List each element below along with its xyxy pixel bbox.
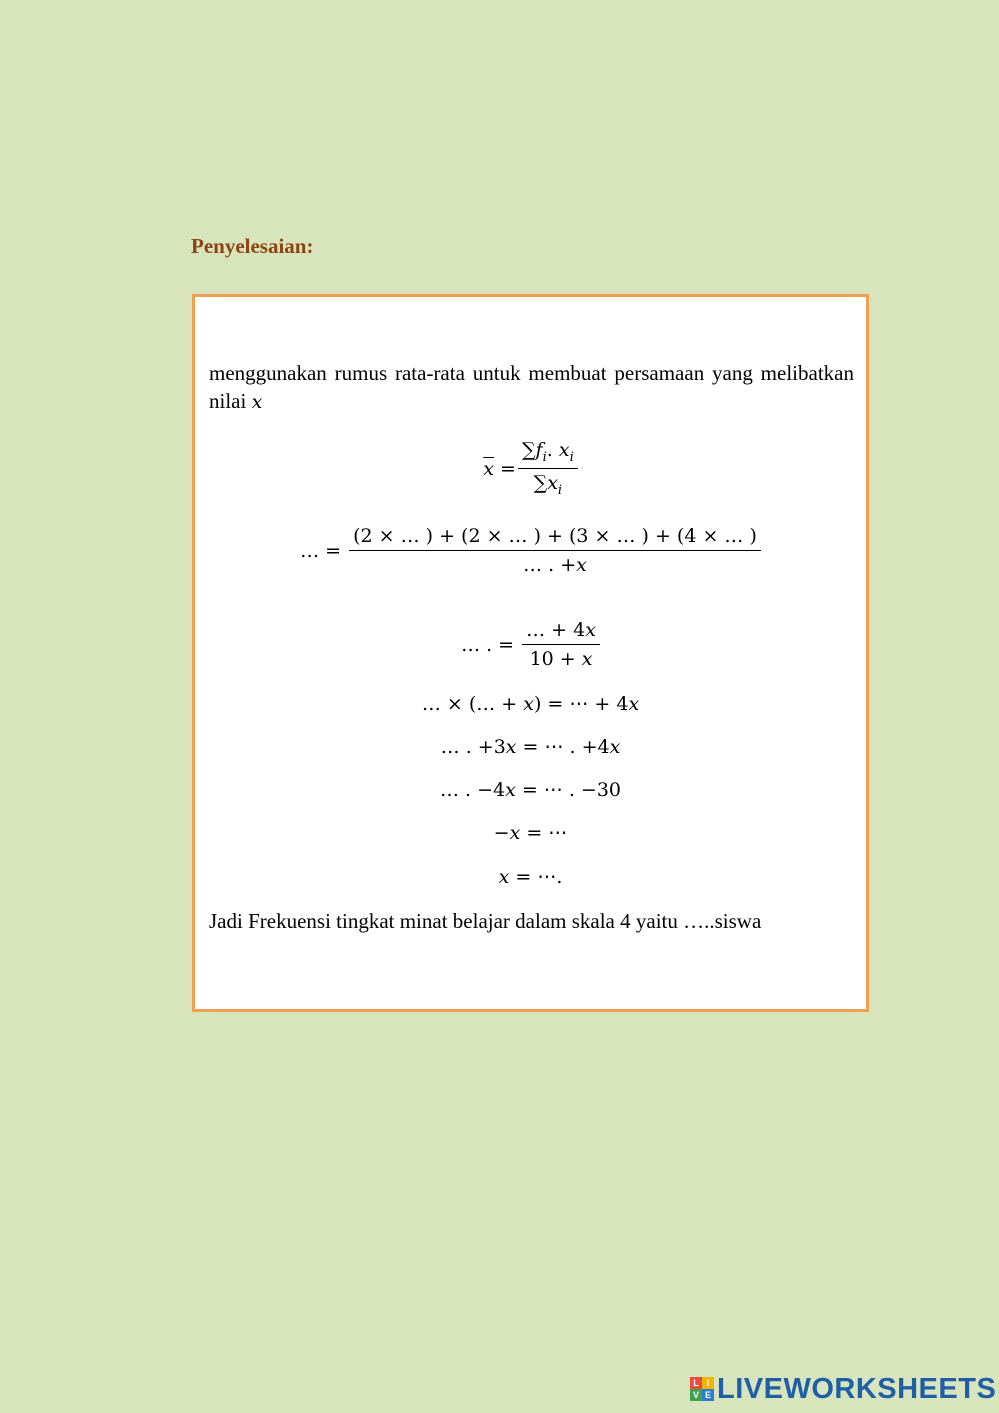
sum-symbol: ∑: [533, 472, 548, 494]
conclusion-text: Jadi Frekuensi tingkat minat belajar dalam skala 4 yaitu …..siswa: [209, 909, 762, 933]
intro-paragraph: [209, 359, 854, 416]
mean-formula: [195, 439, 866, 498]
equation-step-6: [195, 822, 866, 844]
logo-icon: [690, 1377, 714, 1401]
equation-step-5: [195, 779, 866, 801]
logo-letter: L: [690, 1377, 702, 1389]
eq3-numerator: … + 4𝑥: [522, 619, 600, 645]
sub-i: i: [569, 450, 574, 465]
equation-step-4: [195, 736, 866, 758]
eq2-denominator: … . +𝑥: [523, 554, 587, 576]
equation-step-3: [195, 693, 866, 715]
eq2-lhs: … =: [300, 539, 342, 562]
eq7-text: −𝑥 = ⋯: [493, 822, 568, 844]
logo-letter: E: [702, 1389, 714, 1401]
eq3-denominator: 10 + 𝑥: [529, 648, 593, 670]
dot: .: [546, 439, 559, 461]
eq2-numerator: (2 × … ) + (2 × … ) + (3 × … ) + (4 × … ): [349, 525, 761, 551]
mean-symbol: $\overline{x}$: [483, 457, 494, 480]
sub-i: i: [557, 483, 563, 498]
logo-letter: V: [690, 1389, 702, 1401]
sub-i: i: [542, 450, 547, 465]
eq4-text: … × (… + 𝑥) = ⋯ + 4𝑥: [421, 693, 640, 715]
equation-step-7: [195, 866, 866, 888]
intro-text: menggunakan rumus rata-rata untuk membuat persamaan yang melibatkan nilai: [209, 361, 854, 413]
formula-equals: =: [493, 457, 516, 480]
eq5-text: … . +3𝑥 = ⋯ . +4𝑥: [440, 736, 621, 758]
liveworksheets-logo[interactable]: [690, 1372, 996, 1406]
sum-symbol: ∑: [521, 439, 536, 461]
formula-numerator: [518, 439, 578, 469]
formula-denominator: [530, 469, 566, 498]
section-heading: Penyelesaian:: [191, 234, 314, 258]
eq3-lhs: … . =: [461, 633, 515, 656]
var-x: x: [558, 439, 570, 461]
var-x: x: [547, 472, 558, 494]
solution-box: [192, 294, 869, 1012]
intro-variable: x: [251, 391, 263, 413]
equation-step-2: [195, 619, 866, 670]
var-f: f: [535, 439, 543, 461]
eq6-text: … . −4𝑥 = ⋯ . −30: [439, 779, 622, 801]
eq8-text: 𝑥 = ⋯.: [498, 866, 563, 888]
logo-text: LIVEWORKSHEETS: [717, 1372, 997, 1405]
equation-step-1: [195, 525, 866, 576]
logo-letter: I: [702, 1377, 714, 1389]
